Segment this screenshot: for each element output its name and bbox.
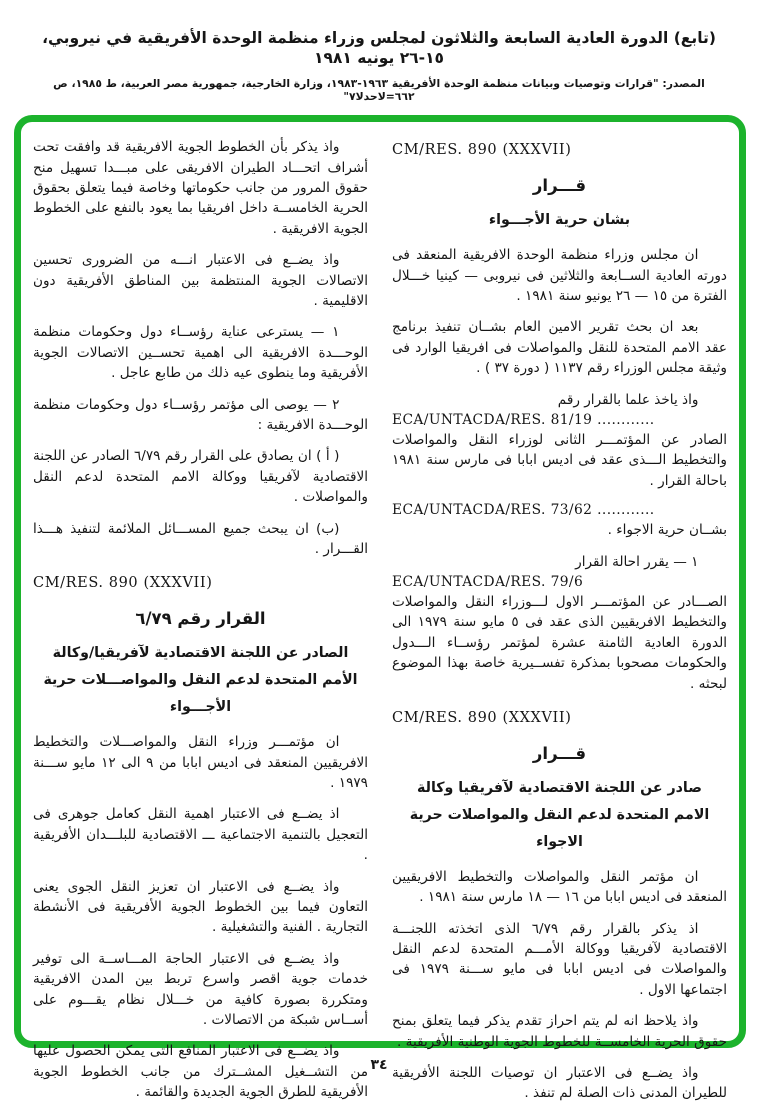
resolution-title: قـــرار — [532, 176, 587, 196]
paragraph: ان مجلس وزراء منظمة الوحدة الافريقية المنعقد فى دورته العادية الســابعة والثلاثين فى نيروبى — كينيا خـــلال الفترة من ١٥ — ٢٦ يونيو سنة ١٩٨١ . — [392, 247, 727, 305]
paragraph: واذ يضــع فى الاعتبار انـــه من الضرورى تحسين الاتصالات الجوية المنتظمة بين المناطق الأفريقية دون الاقليمية . — [33, 252, 368, 310]
paragraph: ٢ — يوصى الى مؤتمر رؤســاء دول وحكومات منظمة الوحـــدة الافريقية : — [33, 396, 368, 433]
paragraph: بشــان حرية الاجواء . — [607, 522, 727, 539]
page-number: ٣٤ — [370, 1057, 388, 1074]
paragraph-lead-line: واذ ياخذ علما بالقرار رقم — [557, 391, 699, 408]
paragraph: واذ يضــع فى الاعتبار ان تعزيز النقل الجوى يعنى التعاون فيما بين الخطوط الجوية الأفريقية فى الأنشطة التجارية . الفنية والتشغيلية . — [33, 878, 368, 936]
paragraph: واذ يذكر بأن الخطوط الجوية الافريقية قد وافقت تحت أشراف اتحـــاد الطيران الافريقى على مبـــدا تسهيل منح حقوق المرور من جانب حكوماتها وخاصة فيما يتعلق بحقوق الحرية الخامســة داخل افريقيا بما يعود بالنفع على الخطوط الجوية الافريقية . — [33, 139, 368, 237]
resolution-ref: CM/RES. 890 (XXXVII) — [392, 709, 572, 726]
source-citation: المصدر: "قرارات وتوصيات وبيانات منظمة الوحدة الأفريقية ١٩٦٣-١٩٨٣، وزارة الخارجية، جمهورية مصر العربية، ط ١٩٨٥، ص ٦٦٢=لاحدلا٧" — [53, 77, 705, 104]
paragraph: واذ يضــع فى الاعتبار ان توصيات اللجنة الأفريقية للطيران المدنى ذات الصلة لم تنفذ . — [392, 1064, 727, 1102]
paragraph: واذ يلاحظ انه لم يتم احراز تقدم يذكر فيما يتعلق بمنح حقوق الحرية الخامســة للخطوط الجوية الوطنية الأفريقية . — [392, 1013, 727, 1050]
paragraph: ١ — يسترعى عناية رؤســاء دول وحكومات منظمة الوحـــدة الافريقية الى اهمية تحســين الاتصالات الجوية الأفريقية وما ينطوى عيه ذلك من طابع عاجل . — [33, 324, 368, 382]
paragraph: واذ يضــع فى الاعتبار الحاجة المـــاســة الى توفير خدمات جوية اقصر واسرع تربط بين المدن الافريقية ومتكررة بصورة كافية من خـــلال نظام يقـــوم على أســاس شبكة من الاتصالات . — [33, 950, 368, 1028]
paragraph: الصادر عن المؤتمـــر الثانى لوزراء النقل والمواصلات والتخطيط الـــذى عقد فى اديس ابابا فى مارس سنة ١٩٨١ باحالة القرار . — [392, 432, 727, 489]
eca-reference: ECA/UNTACDA/RES. 73/62 ............ — [392, 502, 655, 519]
page-header — [0, 0, 758, 103]
paragraph: (ب) ان يبحث جميع المســـائل الملائمة لتنفيذ هـــذا القـــرار . — [33, 520, 368, 557]
paragraph: الصـــادر عن المؤتمـــر الاول لـــوزراء النقل والمواصلات والتخطيط الافريقيين الذى عقد فى ٥ مايو سنة ١٩٧٩ الى الدورة العادية الثامنة عشرة لمؤتمر رؤســاء الـــدول والحكومات مصحوبا بمذكرة تفســيرية خاصة بهذا الموضوع لبحثه . — [392, 593, 727, 692]
eca-reference: ECA/UNTACDA/RES. 81/19 ............ — [392, 412, 655, 428]
session-title: (تابع) الدورة العادية السابعة والثلاثون لمجلس وزراء منظمة الوحدة الأفريقية في نيروبي، ١٥-٢٦ يونيه ١٩٨١ — [42, 29, 716, 68]
paragraph-lead-line: ١ — يقرر احالة القرار — [575, 553, 699, 570]
eca-reference: ECA/UNTACDA/RES. 79/6 — [392, 573, 584, 590]
paragraph: ان مؤتمـــر وزراء النقل والمواصـــلات والتخطيط الافريقيين المنعقد فى اديس ابابا من ٩ الى ١٢ مايو ســـنة ١٩٧٩ . — [33, 734, 368, 792]
resolution-subtitle: بشان حرية الأجـــواء — [488, 212, 631, 229]
paragraph: ( أ ) ان يصادق على القرار رقم ٦/٧٩ الصادر عن اللجنة الاقتصادية لآفريقيا ووكالة الامم المتحدة لدعم النقل والمواصلات . — [33, 448, 368, 506]
paragraph: اذ يضــع فى الاعتبار اهمية النقل كعامل جوهرى فى التعجيل بالتنمية الاجتماعية ـــ الاقتصادية للبلـــدان الأفريقية . — [33, 806, 368, 864]
paragraph: اذ يذكر بالقرار رقم ٦/٧٩ الذى اتخذته اللجنـــة الاقتصادية لآفريقيا ووكالة الأمـــم المتحدة لدعم النقل والمواصلات فى اديس ابابا فى مايو ســـنة ١٩٧٩ فى اجتماعها الاول . — [392, 920, 727, 998]
resolution-title: القرار رقم ٦/٧٩ — [135, 609, 266, 629]
resolution-subtitle: الصادر عن اللجنة الاقتصادية لآفريقيا/وكالة الأمم المتحدة لدعم النقل والمواصـــلات حرية الأجـــواء — [43, 645, 358, 716]
resolution-subtitle: صادر عن اللجنة الاقتصادية لآفريقيا وكالة الامم المتحدة لدعم النقل والمواصلات حرية الاجواء — [409, 779, 710, 850]
resolution-ref: CM/RES. 890 (XXXVII) — [392, 142, 572, 159]
paragraph: واذ يضــع فى الاعتبار المنافع التى يمكن الحصول عليها من التشــغيل المشــترك من جانب الخطوط الجوية الأفريقية للطرق الجوية الجديدة والقائمة . — [33, 1043, 368, 1101]
column-left — [33, 126, 368, 1101]
resolution-title: قـــرار — [532, 743, 587, 763]
resolution-ref: CM/RES. 890 (XXXVII) — [33, 575, 213, 592]
column-right — [392, 126, 727, 1102]
paragraph: بعد ان بحث تقرير الامين العام بشــان تنفيذ برنامج عقد الامم المتحدة للنقل والمواصلات فى افريقيا الوارد فى وثيقة مجلس الوزراء رقم ١١٣٧ ( دورة ٣٧ ) . — [392, 319, 727, 377]
paragraph: ان مؤتمر النقل والمواصلات والتخطيط الافريقيين المنعقد فى اديس ابابا من ١٦ — ١٨ مارس سنة ١٩٨١ . — [392, 868, 727, 906]
